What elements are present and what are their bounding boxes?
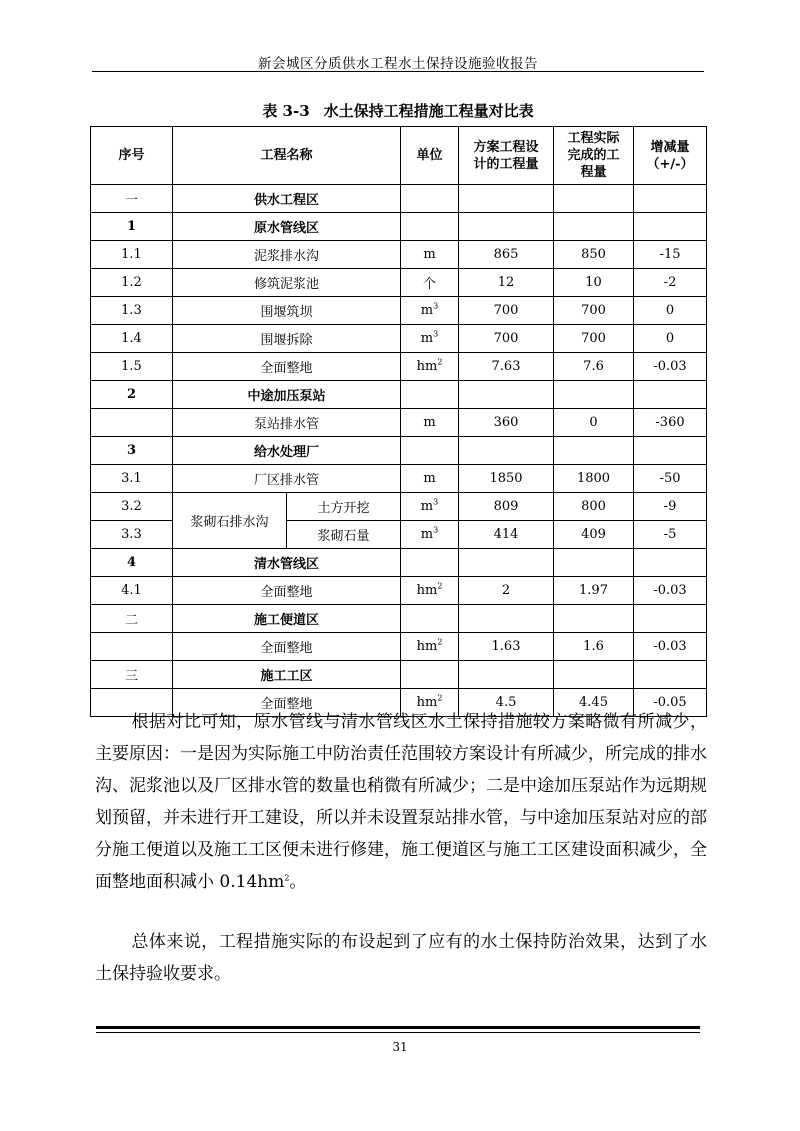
cell-actual: 700 xyxy=(554,297,634,325)
cell-name: 浆砌石量 xyxy=(287,521,401,549)
cell-seq: 一 xyxy=(91,185,173,213)
area-unit-exponent: 2 xyxy=(284,873,290,883)
cell-name: 原水管线区 xyxy=(173,213,401,241)
cell-unit xyxy=(401,521,459,549)
footer-rule-thick xyxy=(96,1026,700,1029)
unit-base: m xyxy=(420,331,434,346)
cell-seq: 1.4 xyxy=(91,325,173,353)
cell-name: 全面整地 xyxy=(173,353,401,381)
cell-design: 4.5 xyxy=(459,689,554,717)
cell-unit xyxy=(401,353,459,381)
analysis-text: 根据对比可知，原水管线与清水管线区水土保持措施较方案略微有所减少，主要原因：一是因为实际施工中防治责任范围较方案设计有所减少，所完成的排水沟、泥浆池以及厂区排水管的数量也稍微有所减少；二是中途加压泵站作为远期规划预留，并未进行开工建设，所以并未设置泵站排水管，与中途加压泵站对应的部分施工便道以及施工工区便未进行修建，施工便道区与施工工区建设面积减少，全面整地面积减小 0.14hm xyxy=(95,712,707,892)
table-caption xyxy=(92,100,704,121)
cell-design: 2 xyxy=(459,577,554,605)
cell-seq: 二 xyxy=(91,605,173,633)
cell-seq: 1.1 xyxy=(91,241,173,269)
cell-name: 修筑泥浆池 xyxy=(173,269,401,297)
running-header: 新会城区分质供水工程水土保持设施验收报告 xyxy=(258,56,538,72)
cell-change: -0.03 xyxy=(634,577,707,605)
cell-seq: 3.2 xyxy=(91,493,173,521)
cell-unit xyxy=(401,577,459,605)
cell-unit xyxy=(401,633,459,661)
cell-actual: 10 xyxy=(554,269,634,297)
conclusion-paragraph xyxy=(95,926,707,990)
cell-change: 0 xyxy=(634,325,707,353)
cell-unit xyxy=(401,493,459,521)
cell-change: -5 xyxy=(634,521,707,549)
table-row xyxy=(91,185,707,213)
table-row xyxy=(91,437,707,465)
cell-group: 浆砌石排水沟 xyxy=(173,493,287,549)
cell-seq xyxy=(91,633,173,661)
cell-change: -2 xyxy=(634,269,707,297)
cell-seq: 4.1 xyxy=(91,577,173,605)
cell-design: 12 xyxy=(459,269,554,297)
cell-actual: 850 xyxy=(554,241,634,269)
unit-base: m xyxy=(420,527,434,542)
header-actual-line3: 程量 xyxy=(580,165,607,180)
cell-name: 全面整地 xyxy=(173,633,401,661)
cell-name: 围堰筑坝 xyxy=(173,297,401,325)
cell-name: 给水处理厂 xyxy=(173,437,401,465)
header-design-line1: 方案工程设 xyxy=(473,139,539,155)
cell-name: 围堰拆除 xyxy=(173,325,401,353)
analysis-paragraph xyxy=(95,706,707,898)
conclusion-text: 总体来说，工程措施实际的布设起到了应有的水土保持防治效果，达到了水土保持验收要求。 xyxy=(95,932,707,984)
cell-seq: 3.3 xyxy=(91,521,173,549)
header-change: 增减量（+/-） xyxy=(634,127,707,185)
table-row xyxy=(91,213,707,241)
cell-design: 700 xyxy=(459,297,554,325)
header-actual-line2: 完成的工 xyxy=(567,148,620,163)
header-design xyxy=(459,127,554,185)
cell-design: 809 xyxy=(459,493,554,521)
header-actual-line1: 工程实际 xyxy=(567,131,620,146)
unit-base: m xyxy=(420,499,434,514)
cell-actual: 7.6 xyxy=(554,353,634,381)
cell-change: -0.05 xyxy=(634,689,707,717)
cell-seq: 3.1 xyxy=(91,465,173,493)
table-number: 表 3-3 xyxy=(262,102,310,120)
table-row xyxy=(91,241,707,269)
table-row xyxy=(91,325,707,353)
table-header-row xyxy=(91,127,707,185)
unit-base: hm xyxy=(416,583,438,598)
cell-change: 0 xyxy=(634,297,707,325)
cell-actual: 409 xyxy=(554,521,634,549)
cell-actual: 1800 xyxy=(554,465,634,493)
cell-design: 1850 xyxy=(459,465,554,493)
cell-change: -15 xyxy=(634,241,707,269)
unit-base: hm xyxy=(416,359,438,374)
cell-change: -50 xyxy=(634,465,707,493)
cell-change: -0.03 xyxy=(634,353,707,381)
cell-unit: m xyxy=(401,241,459,269)
table-row xyxy=(91,661,707,689)
cell-seq: 3 xyxy=(91,437,173,465)
cell-name: 施工便道区 xyxy=(173,605,401,633)
cell-seq: 三 xyxy=(91,661,173,689)
cell-design: 414 xyxy=(459,521,554,549)
cell-actual: 1.97 xyxy=(554,577,634,605)
cell-design: 1.63 xyxy=(459,633,554,661)
cell-change: -0.03 xyxy=(634,633,707,661)
cell-seq: 1.5 xyxy=(91,353,173,381)
unit-exponent: 3 xyxy=(433,329,439,339)
cell-unit: m xyxy=(401,409,459,437)
unit-exponent: 3 xyxy=(433,497,439,507)
quantity-comparison-table xyxy=(90,126,707,717)
header-seq: 序号 xyxy=(91,127,173,185)
cell-actual: 700 xyxy=(554,325,634,353)
cell-seq: 1.3 xyxy=(91,297,173,325)
table-row xyxy=(91,297,707,325)
table-row xyxy=(91,633,707,661)
table-row xyxy=(91,353,707,381)
cell-name: 施工工区 xyxy=(173,661,401,689)
cell-change: -360 xyxy=(634,409,707,437)
table-row xyxy=(91,493,707,521)
table-row xyxy=(91,409,707,437)
cell-actual: 0 xyxy=(554,409,634,437)
table-row xyxy=(91,381,707,409)
table-title: 水土保持工程措施工程量对比表 xyxy=(323,102,534,120)
cell-name: 全面整地 xyxy=(173,689,401,717)
cell-design: 700 xyxy=(459,325,554,353)
table-row xyxy=(91,577,707,605)
unit-base: hm xyxy=(416,695,438,710)
header-name: 工程名称 xyxy=(173,127,401,185)
cell-actual: 800 xyxy=(554,493,634,521)
header-unit: 单位 xyxy=(401,127,459,185)
header-design-line2: 计的工程量 xyxy=(473,156,539,172)
cell-name: 泵站排水管 xyxy=(173,409,401,437)
cell-name: 全面整地 xyxy=(173,577,401,605)
cell-seq: 1 xyxy=(91,213,173,241)
unit-exponent: 2 xyxy=(437,581,443,591)
header-rule xyxy=(92,71,704,72)
cell-unit: 个 xyxy=(401,269,459,297)
unit-exponent: 2 xyxy=(437,693,443,703)
header-actual xyxy=(554,127,634,185)
unit-base: hm xyxy=(416,639,438,654)
cell-name: 供水工程区 xyxy=(173,185,401,213)
unit-exponent: 2 xyxy=(437,357,443,367)
cell-actual: 1.6 xyxy=(554,633,634,661)
cell-unit xyxy=(401,325,459,353)
unit-exponent: 3 xyxy=(433,301,439,311)
table-row xyxy=(91,269,707,297)
cell-design: 865 xyxy=(459,241,554,269)
cell-design: 7.63 xyxy=(459,353,554,381)
analysis-period: 。 xyxy=(289,872,307,892)
cell-name: 中途加压泵站 xyxy=(173,381,401,409)
cell-unit xyxy=(401,297,459,325)
cell-seq: 4 xyxy=(91,549,173,577)
cell-change: -9 xyxy=(634,493,707,521)
unit-exponent: 2 xyxy=(437,637,443,647)
cell-name: 厂区排水管 xyxy=(173,465,401,493)
page-number: 31 xyxy=(392,1040,408,1054)
cell-seq: 1.2 xyxy=(91,269,173,297)
table-row xyxy=(91,605,707,633)
cell-actual: 4.45 xyxy=(554,689,634,717)
cell-seq: 2 xyxy=(91,381,173,409)
unit-base: m xyxy=(420,303,434,318)
cell-design: 360 xyxy=(459,409,554,437)
footer-rule-thin xyxy=(96,1032,700,1033)
cell-name: 土方开挖 xyxy=(287,493,401,521)
cell-unit: m xyxy=(401,465,459,493)
unit-exponent: 3 xyxy=(433,525,439,535)
cell-name: 清水管线区 xyxy=(173,549,401,577)
cell-seq xyxy=(91,409,173,437)
table-row xyxy=(91,465,707,493)
table-row xyxy=(91,549,707,577)
cell-name: 泥浆排水沟 xyxy=(173,241,401,269)
